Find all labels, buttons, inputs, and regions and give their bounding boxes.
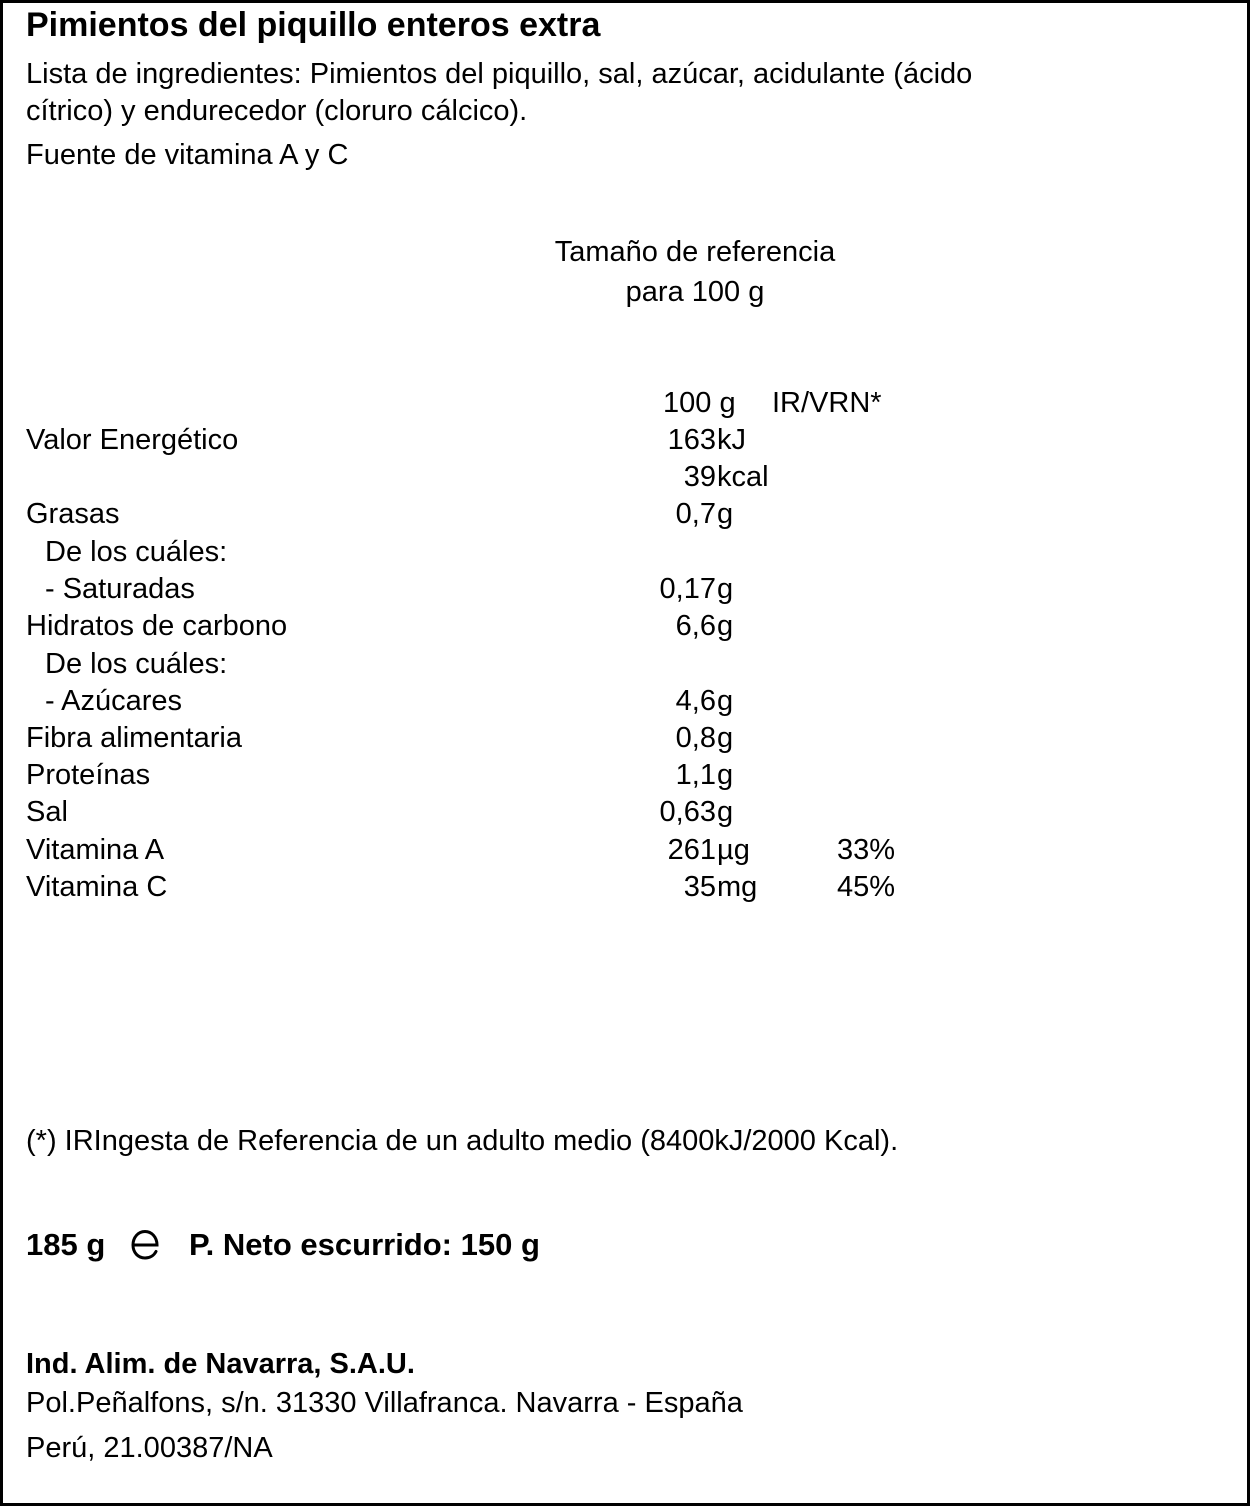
nutrient-value: 39: [683, 461, 716, 493]
nutrient-unit: µg: [717, 834, 750, 866]
nutrient-value: 6,6: [675, 610, 716, 642]
nutrient-value: 0,8: [675, 722, 716, 754]
product-title: Pimientos del piquillo enteros extra: [26, 6, 601, 44]
manufacturer-name: Ind. Alim. de Navarra, S.A.U.: [26, 1348, 415, 1380]
nutrient-unit: kJ: [717, 424, 746, 456]
nutrient-label: - Saturadas: [45, 573, 195, 605]
nutrient-label: Valor Energético: [26, 424, 239, 456]
net-drained-weight: P. Neto escurrido: 150 g: [189, 1227, 540, 1262]
nutrient-value: 4,6: [675, 685, 716, 717]
footnote: (*) IRIngesta de Referencia de un adulto medio (8400kJ/2000 Kcal).: [26, 1125, 899, 1157]
registry-number: Perú, 21.00387/NA: [26, 1432, 273, 1464]
nutrient-unit: g: [717, 610, 734, 642]
nutrient-value: 1,1: [675, 759, 716, 791]
nutrient-unit: mg: [717, 871, 758, 903]
reference-size-line-1: Tamaño de referencia: [554, 236, 836, 268]
nutrient-label: - Azúcares: [45, 685, 182, 717]
nutrient-label: Proteínas: [26, 759, 151, 791]
nutrient-value: 261: [667, 834, 716, 866]
reference-size-line-2: para 100 g: [625, 276, 765, 308]
manufacturer-address: Pol.Peñalfons, s/n. 31330 Villafranca. Navarra - España: [26, 1387, 743, 1419]
nutrient-label: Vitamina C: [26, 871, 168, 903]
nutrient-label: De los cuáles:: [45, 648, 228, 680]
ingredients-line-1: Lista de ingredientes: Pimientos del piquillo, sal, azúcar, acidulante (ácido: [26, 58, 973, 90]
column-header-100g: 100 g: [663, 387, 736, 419]
column-header-ir: IR/VRN*: [772, 387, 882, 419]
gross-weight: 185 g: [26, 1227, 106, 1262]
nutrient-value: 0,17: [659, 573, 716, 605]
nutrient-ir-percent: 45%: [836, 871, 895, 903]
nutrient-label: Sal: [26, 796, 68, 828]
nutrient-unit: g: [717, 498, 734, 530]
nutrient-label: Vitamina A: [26, 834, 165, 866]
nutrient-ir-percent: 33%: [836, 834, 895, 866]
nutrient-unit: kcal: [717, 461, 769, 493]
nutrient-unit: g: [717, 759, 734, 791]
nutrient-unit: g: [717, 796, 734, 828]
nutrient-label: Grasas: [26, 498, 120, 530]
nutrient-unit: g: [717, 573, 734, 605]
ingredients-line-2: cítrico) y endurecedor (cloruro cálcico).: [26, 95, 528, 127]
nutrient-label: Fibra alimentaria: [26, 722, 242, 754]
nutrient-label: De los cuáles:: [45, 536, 228, 568]
nutrient-value: 35: [683, 871, 716, 903]
nutrient-value: 163: [667, 424, 716, 456]
nutrient-unit: g: [717, 685, 734, 717]
nutrient-value: 0,7: [675, 498, 716, 530]
estimated-e-icon: [130, 1228, 160, 1260]
vitamin-claim: Fuente de vitamina A y C: [26, 139, 349, 171]
nutrient-value: 0,63: [659, 796, 716, 828]
nutrient-label: Hidratos de carbono: [26, 610, 288, 642]
nutrient-unit: g: [717, 722, 734, 754]
